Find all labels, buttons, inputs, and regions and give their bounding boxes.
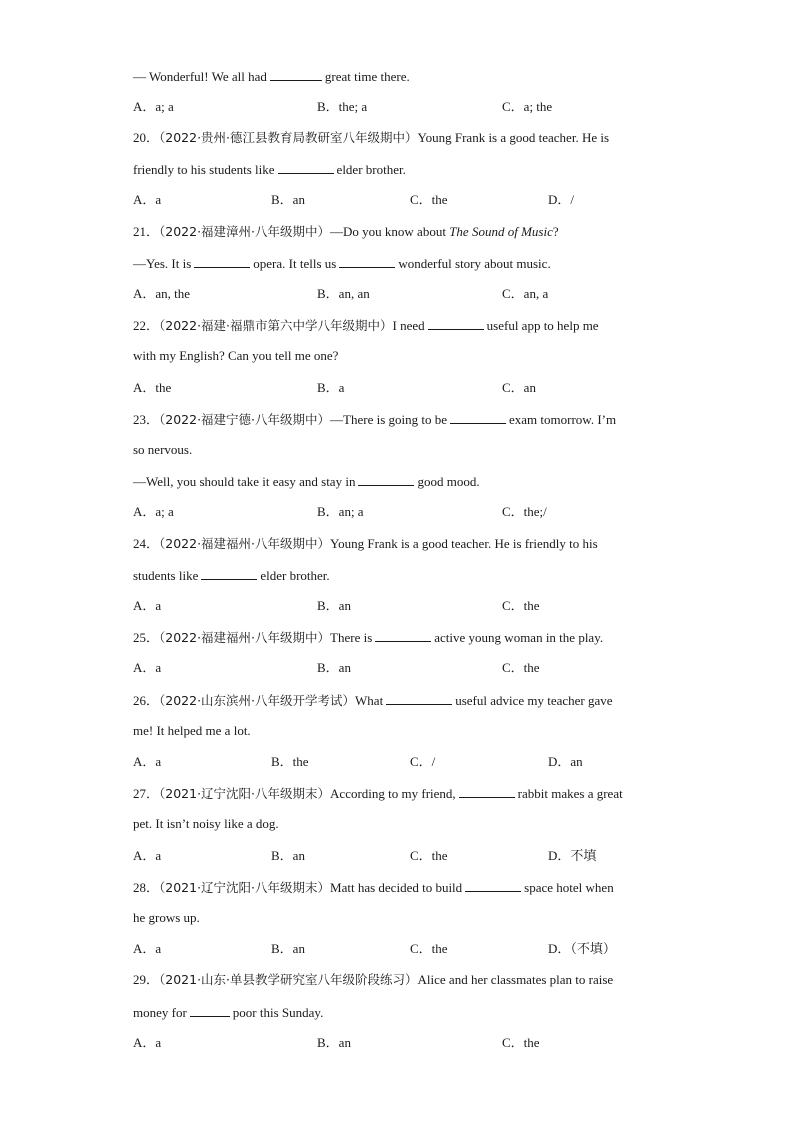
q20-option-a[interactable]: A．a [133, 192, 162, 207]
answer-blank[interactable] [459, 785, 515, 798]
q21-option-a[interactable]: A．an, the [133, 286, 191, 301]
question-number: 23． [133, 412, 160, 427]
q20-option-b[interactable]: B．an [271, 192, 305, 207]
answer-blank[interactable] [201, 567, 257, 580]
question-source: （2022·山东滨州·八年级开学考试） [159, 693, 356, 708]
question-number: 20． [133, 130, 160, 145]
q29-stem-line1: 29．（2021·山东·单县教学研究室八年级阶段练习）Alice and her classmates plan to raise [133, 972, 614, 987]
q19-option-c[interactable]: C．a; the [502, 99, 553, 114]
q22-option-b[interactable]: B．a [317, 380, 345, 395]
question-number: 25． [133, 630, 160, 645]
q20-stem-line1: 20．（2022·贵州·德江县教育局教研室八年级期中）Young Frank is a good teacher. He is [133, 130, 610, 145]
q22-stem-line1: 22．（2022·福建·福鼎市第六中学八年级期中）I need useful app to help me [133, 318, 599, 333]
q24-option-b[interactable]: B．an [317, 598, 351, 613]
q26-stem-line1: 26．（2022·山东滨州·八年级开学考试）What useful advice my teacher gave [133, 693, 613, 708]
q24-option-a[interactable]: A．a [133, 598, 162, 613]
answer-blank[interactable] [190, 1004, 230, 1017]
q22-stem-line2: with my English? Can you tell me one? [133, 348, 339, 363]
answer-blank[interactable] [386, 692, 452, 705]
q29-option-a[interactable]: A．a [133, 1035, 162, 1050]
answer-blank[interactable] [270, 68, 322, 81]
question-source: （2022·福建漳州·八年级期中） [159, 224, 331, 239]
q23-option-a[interactable]: A．a; a [133, 504, 174, 519]
q21-stem-line2: —Yes. It is opera. It tells us wonderful story about music. [133, 256, 551, 271]
q24-option-c[interactable]: C．the [502, 598, 540, 613]
q24-stem-line1: 24．（2022·福建福州·八年级期中）Young Frank is a good teacher. He is friendly to his [133, 536, 598, 551]
answer-blank[interactable] [339, 255, 395, 268]
question-source: （2022·福建宁德·八年级期中） [159, 412, 331, 427]
q27-option-d[interactable]: D．不填 [548, 848, 597, 863]
question-number: 29． [133, 972, 160, 987]
q20-option-d[interactable]: D．/ [548, 192, 575, 207]
q23-option-b[interactable]: B．an; a [317, 504, 364, 519]
question-number: 28． [133, 880, 160, 895]
answer-blank[interactable] [358, 473, 414, 486]
q25-option-b[interactable]: B．an [317, 660, 351, 675]
q19-option-a[interactable]: A．a; a [133, 99, 174, 114]
q22-option-c[interactable]: C．an [502, 380, 536, 395]
q23-stem-line2: so nervous. [133, 442, 193, 457]
q25-option-c[interactable]: C．the [502, 660, 540, 675]
q28-option-d[interactable]: D．（不填） [548, 941, 616, 956]
q27-stem-line1: 27．（2021·辽宁沈阳·八年级期末）According to my friend, rabbit makes a great [133, 786, 623, 801]
question-number: 24． [133, 536, 160, 551]
q21-option-b[interactable]: B．an, an [317, 286, 370, 301]
q26-option-d[interactable]: D．an [548, 754, 583, 769]
q27-option-c[interactable]: C．the [410, 848, 448, 863]
answer-blank[interactable] [450, 411, 506, 424]
question-source: （2021·山东·单县教学研究室八年级阶段练习） [159, 972, 418, 987]
q19-option-b[interactable]: B．the; a [317, 99, 368, 114]
question-number: 27． [133, 786, 160, 801]
q27-option-a[interactable]: A．a [133, 848, 162, 863]
q25-option-a[interactable]: A．a [133, 660, 162, 675]
answer-blank[interactable] [194, 255, 250, 268]
question-source: （2022·贵州·德江县教育局教研室八年级期中） [159, 130, 418, 145]
q25-stem-line1: 25．（2022·福建福州·八年级期中）There is active young woman in the play. [133, 630, 604, 645]
question-source: （2022·福建福州·八年级期中） [159, 630, 331, 645]
answer-blank[interactable] [278, 161, 334, 174]
q24-stem-line2: students like elder brother. [133, 568, 330, 583]
q26-option-c[interactable]: C．/ [410, 754, 436, 769]
question-source: （2021·辽宁沈阳·八年级期末） [159, 880, 331, 895]
title-italic: The Sound of Music [449, 224, 553, 239]
q27-stem-line2: pet. It isn’t noisy like a dog. [133, 816, 279, 831]
question-number: 21． [133, 224, 160, 239]
q20-stem-line2: friendly to his students like elder brother. [133, 162, 406, 177]
q23-option-c[interactable]: C．the;/ [502, 504, 547, 519]
q28-option-c[interactable]: C．the [410, 941, 448, 956]
q26-option-b[interactable]: B．the [271, 754, 309, 769]
q21-stem-line1: 21．（2022·福建漳州·八年级期中）—Do you know about The Sound of Music? [133, 224, 559, 239]
q28-option-b[interactable]: B．an [271, 941, 305, 956]
q19-dialogue-line: — Wonderful! We all had great time there. [133, 69, 410, 84]
q21-option-c[interactable]: C．an, a [502, 286, 549, 301]
q28-option-a[interactable]: A．a [133, 941, 162, 956]
answer-blank[interactable] [375, 629, 431, 642]
q20-option-c[interactable]: C．the [410, 192, 448, 207]
question-number: 22． [133, 318, 160, 333]
q28-stem-line2: he grows up. [133, 910, 200, 925]
answer-blank[interactable] [428, 317, 484, 330]
q27-option-b[interactable]: B．an [271, 848, 305, 863]
question-source: （2022·福建福州·八年级期中） [159, 536, 331, 551]
q23-stem-line1: 23．（2022·福建宁德·八年级期中）—There is going to be exam tomorrow. I’m [133, 412, 617, 427]
q26-option-a[interactable]: A．a [133, 754, 162, 769]
q29-stem-line2: money for poor this Sunday. [133, 1005, 324, 1020]
q29-option-c[interactable]: C．the [502, 1035, 540, 1050]
q28-stem-line1: 28．（2021·辽宁沈阳·八年级期末）Matt has decided to build space hotel when [133, 880, 614, 895]
answer-blank[interactable] [465, 879, 521, 892]
q29-option-b[interactable]: B．an [317, 1035, 351, 1050]
q22-option-a[interactable]: A．the [133, 380, 172, 395]
q23-stem-line3: —Well, you should take it easy and stay in good mood. [133, 474, 480, 489]
q26-stem-line2: me! It helped me a lot. [133, 723, 251, 738]
question-source: （2021·辽宁沈阳·八年级期末） [159, 786, 331, 801]
question-source: （2022·福建·福鼎市第六中学八年级期中） [159, 318, 393, 333]
question-number: 26． [133, 693, 160, 708]
